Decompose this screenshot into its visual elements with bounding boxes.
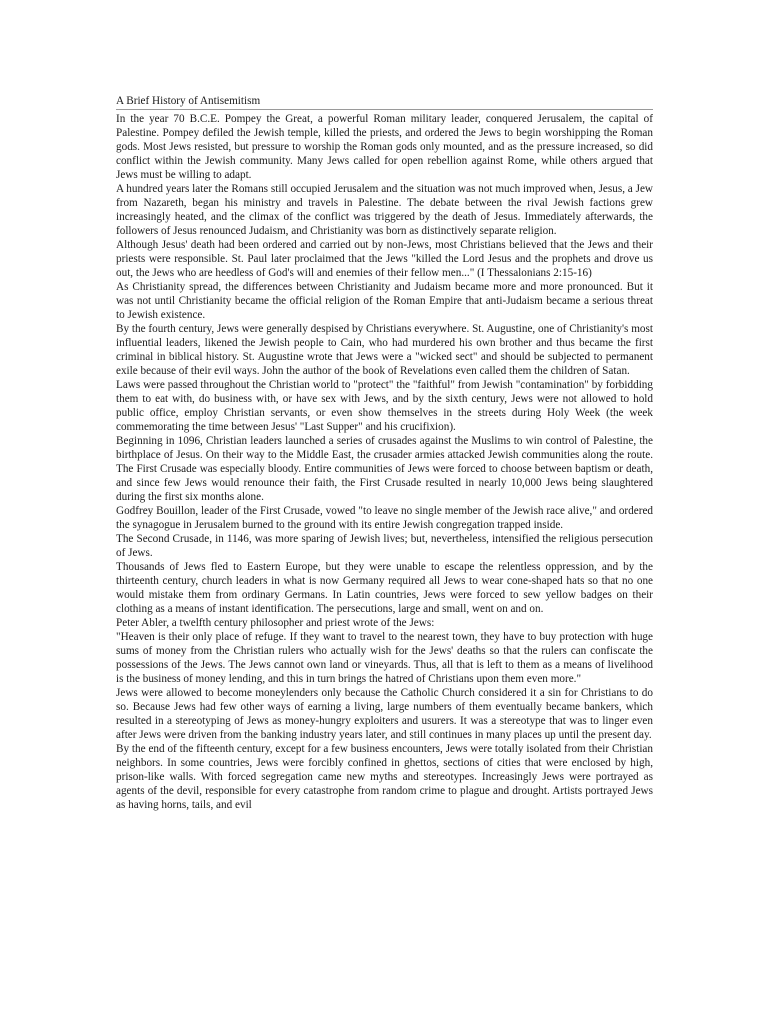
paragraph-10: Thousands of Jews fled to Eastern Europe, but they were unable to escape the relentless oppression, and by the thirteenth century, church leaders in what is now Germany required all Jews to wear cone-shaped hats so that no one would mistake them from ordinary Germans. In Latin countries, Jews were forced to sew yellow badges on their clothing as a means of instant identification. The persecutions, large and small, went on and on. bbox=[116, 561, 653, 615]
paragraph-11: Peter Abler, a twelfth century philosopher and priest wrote of the Jews: bbox=[116, 617, 435, 629]
paragraph-3: Although Jesus' death had been ordered and carried out by non-Jews, most Christians believed that the Jews and their priests were responsible. St. Paul later proclaimed that the Jews "killed the Lord Jesus and the prophets and drove us out, the Jews who are heedless of God's will and enemies of their fellow men..." (I Thessalonians 2:15-16) bbox=[116, 239, 653, 279]
paragraph-9: The Second Crusade, in 1146, was more sparing of Jewish lives; but, nevertheless, intensified the religious persecution of Jews. bbox=[116, 533, 653, 559]
paragraph-12-quote: "Heaven is their only place of refuge. If they want to travel to the nearest town, they have to buy protection with huge sums of money from the Christian rulers who actually wish for the Jews' deaths so that the rulers can confiscate the possessions of the Jews. The Jews cannot own land or vineyards. Thus, all that is left to them as a means of livelihood is the business of money lending, and this in turn brings the hatred of Christians upon them even more." bbox=[116, 631, 653, 685]
paragraph-13: Jews were allowed to become moneylenders only because the Catholic Church considered it a sin for Christians to do so. Because Jews had few other ways of earning a living, large numbers of them eventually became bankers, which resulted in a stereotyping of Jews as money-hungry exploiters and usurers. It was a stereotype that was to linger even after Jews were driven from the banking industry years later, and still continues in many places up until the present day. bbox=[116, 687, 653, 741]
document-page bbox=[116, 94, 653, 812]
paragraph-8: Godfrey Bouillon, leader of the First Crusade, vowed "to leave no single member of the Jewish race alive," and ordered the synagogue in Jerusalem burned to the ground with its entire Jewish congregation trapped inside. bbox=[116, 505, 653, 531]
paragraph-7: Beginning in 1096, Christian leaders launched a series of crusades against the Muslims to win control of Palestine, the birthplace of Jesus. On their way to the Middle East, the crusader armies attacked Jewish communities along the route. The First Crusade was especially bloody. Entire communities of Jews were forced to choose between baptism or death, and since few Jews would renounce their faith, the First Crusade resulted in nearly 10,000 Jews being slaughtered during the first six months alone. bbox=[116, 435, 653, 503]
paragraph-6: Laws were passed throughout the Christian world to "protect" the "faithful" from Jewish "contamination" by forbidding them to eat with, do business with, or have sex with Jews, and by the sixth century, Jews were not allowed to hold public office, employ Christian servants, or even show themselves in the streets during Holy Week (the week commemorating the time between Jesus' "Last Supper" and his crucifixion). bbox=[116, 379, 653, 433]
paragraph-4: As Christianity spread, the differences between Christianity and Judaism became more and more pronounced. But it was not until Christianity became the official religion of the Roman Empire that anti-Judaism became a serious threat to Jewish existence. bbox=[116, 281, 653, 321]
paragraph-5: By the fourth century, Jews were generally despised by Christians everywhere. St. Augustine, one of Christianity's most influential leaders, likened the Jewish people to Cain, who had murdered his own brother and thus became the first criminal in biblical history. St. Augustine wrote that Jews were a "wicked sect" and should be subjected to permanent exile because of their evil ways. John the author of the book of Revelations even called them the children of Satan. bbox=[116, 323, 653, 377]
document-title: A Brief History of Antisemitism bbox=[116, 94, 653, 110]
paragraph-2: A hundred years later the Romans still occupied Jerusalem and the situation was not much improved when, Jesus, a Jew from Nazareth, began his ministry and travels in Palestine. The debate between the rival Jewish factions grew increasingly heated, and the climax of the conflict was triggered by the death of Jesus. Immediately afterwards, the followers of Jesus renounced Judaism, and Christianity was born as distinctively separate religion. bbox=[116, 183, 653, 237]
paragraph-14: By the end of the fifteenth century, except for a few business encounters, Jews were totally isolated from their Christian neighbors. In some countries, Jews were forcibly confined in ghettos, sections of cities that were enclosed by high, prison-like walls. With forced segregation came new myths and stereotypes. Increasingly Jews were portrayed as agents of the devil, responsible for every catastrophe from random crime to plague and drought. Artists portrayed Jews as having horns, tails, and evil bbox=[116, 743, 653, 811]
paragraph-1: In the year 70 B.C.E. Pompey the Great, a powerful Roman military leader, conquered Jerusalem, the capital of Palestine. Pompey defiled the Jewish temple, killed the priests, and ordered the Jews to begin worshipping the Roman gods. Most Jews resisted, but pressure to worship the Roman gods only mounted, and as the pressure increased, so did conflict within the Jewish community. Many Jews called for open rebellion against Rome, while others argued that Jews must be willing to adapt. bbox=[116, 113, 653, 181]
